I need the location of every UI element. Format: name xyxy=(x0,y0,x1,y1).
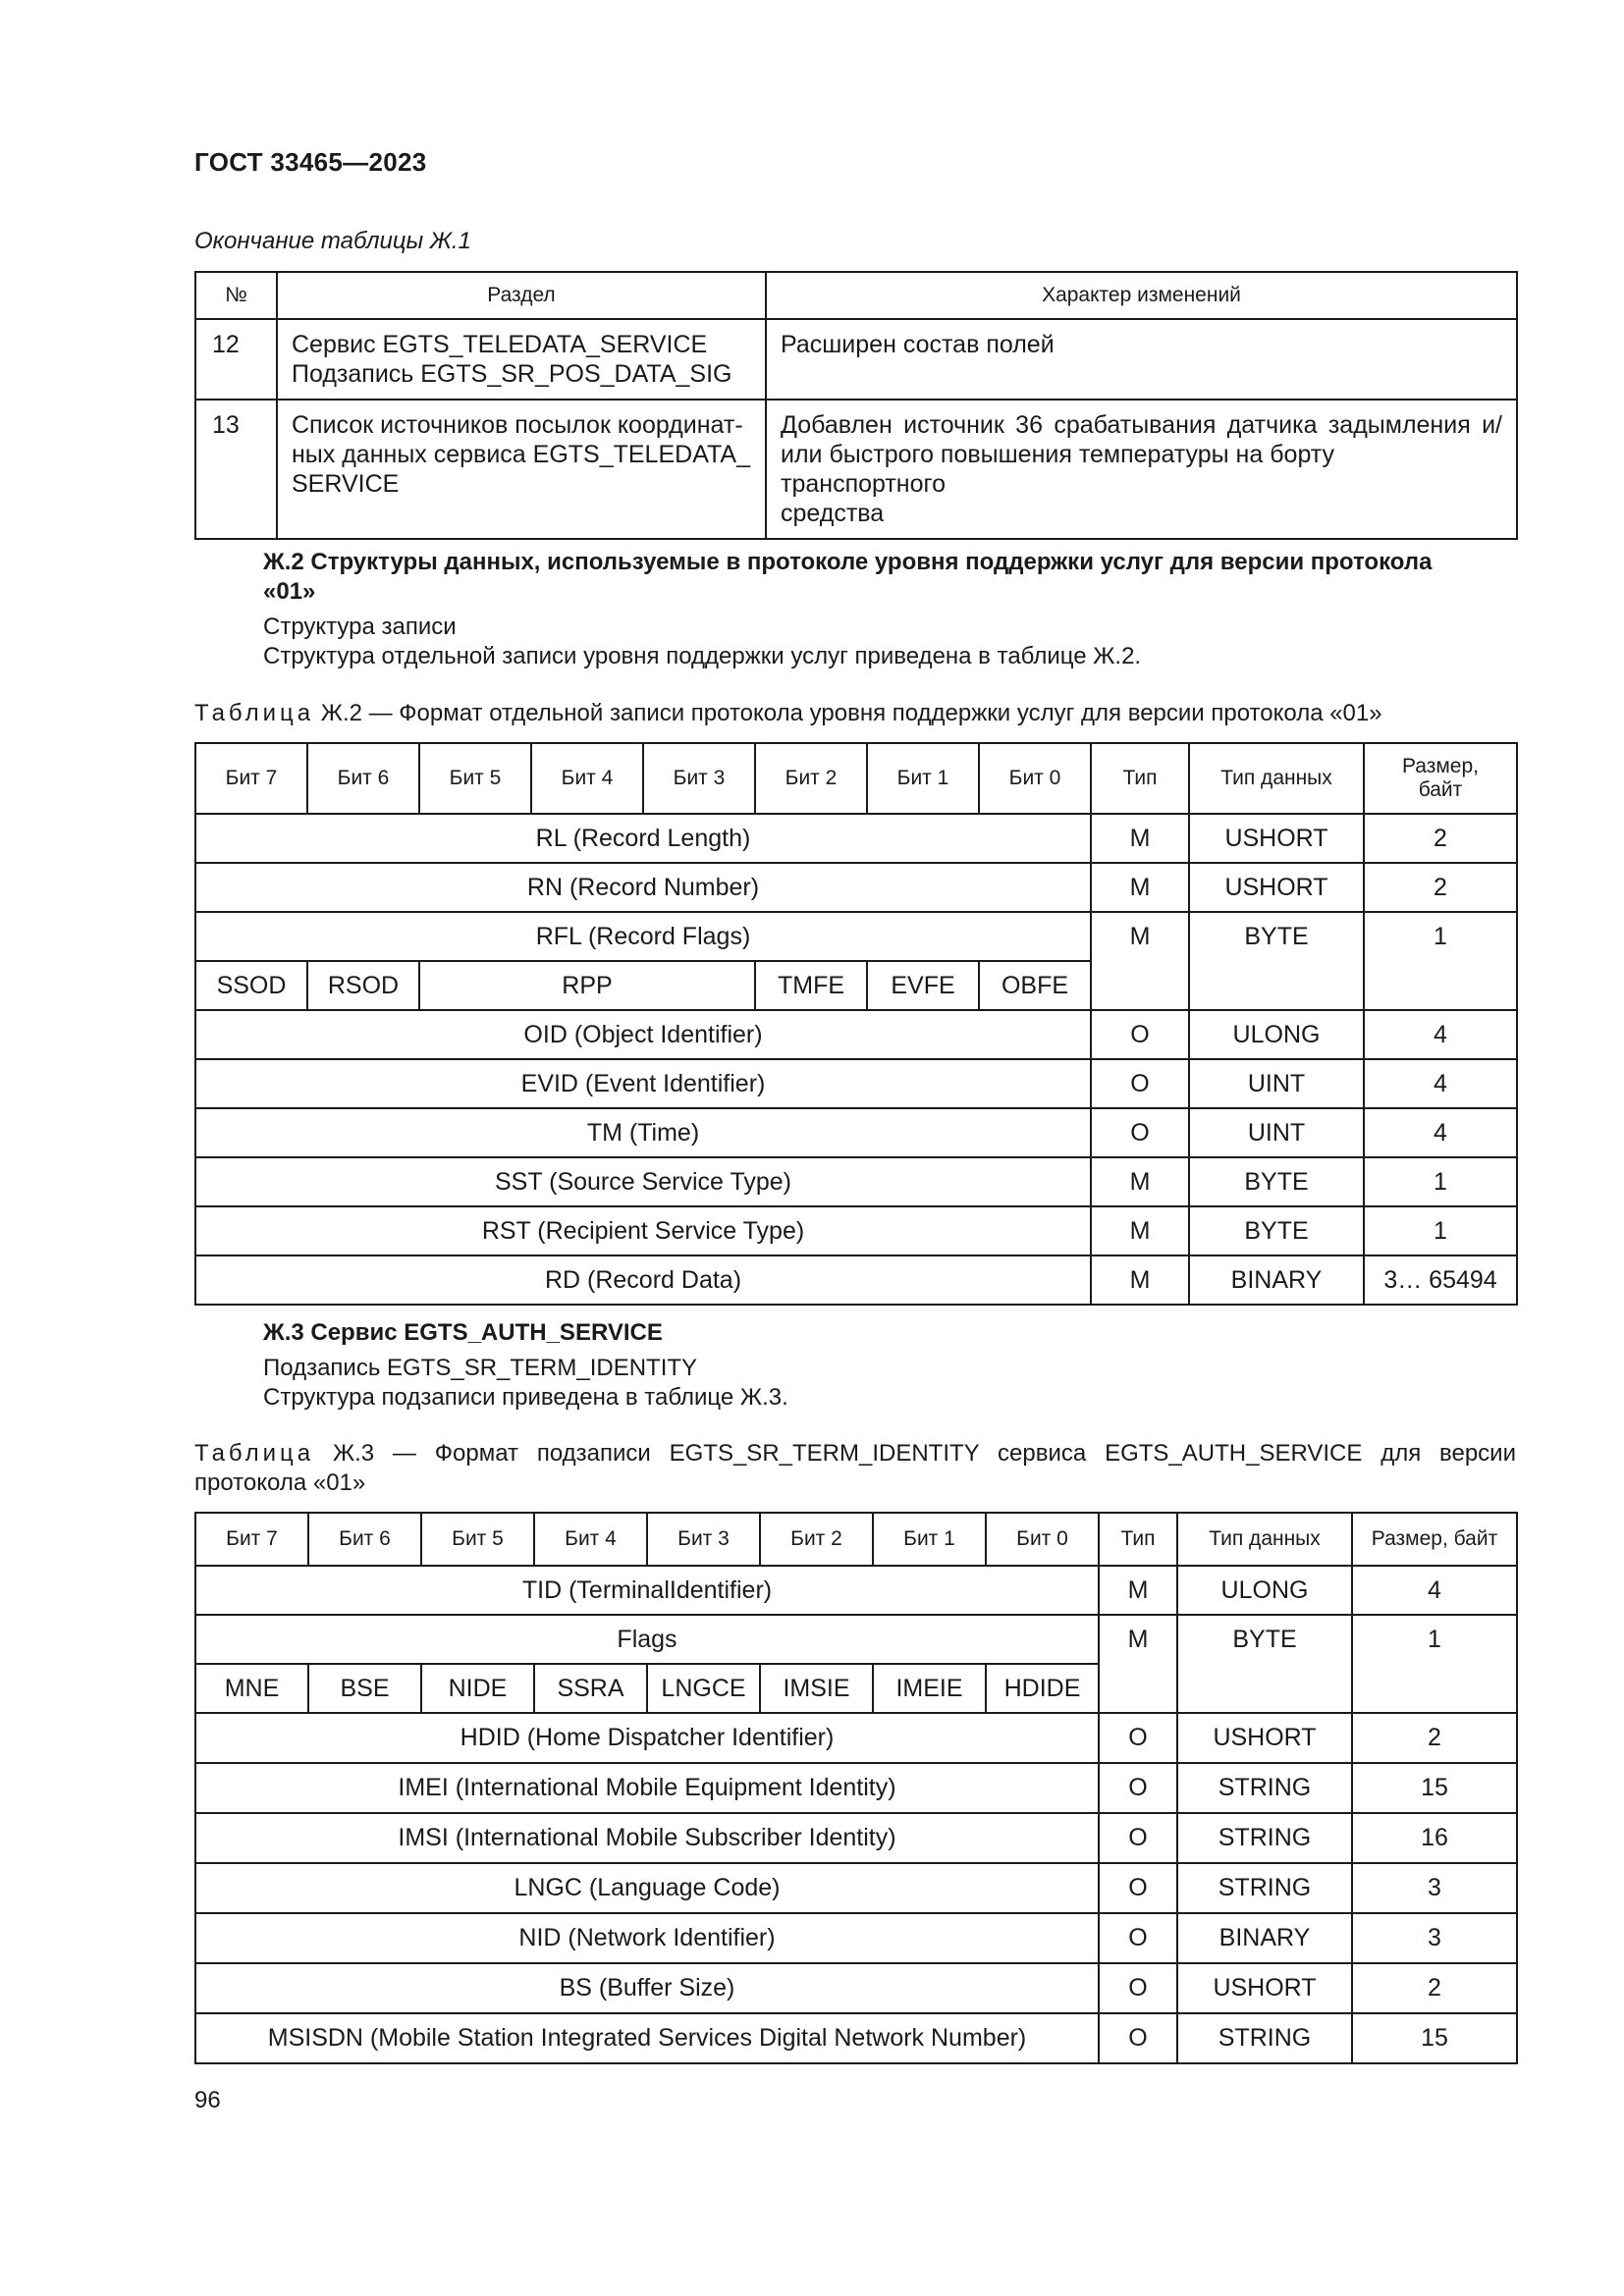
header-bit: Бит 3 xyxy=(643,743,755,814)
field-type: O xyxy=(1099,2013,1177,2063)
table-row xyxy=(195,1108,1517,1157)
field-size: 4 xyxy=(1364,1059,1517,1108)
field-size: 3… 65494 xyxy=(1364,1255,1517,1305)
row-section xyxy=(277,319,766,400)
field-size: 15 xyxy=(1352,1763,1517,1813)
table-row xyxy=(195,912,1517,961)
field-name: IMSI (International Mobile Subscriber Identity) xyxy=(195,1813,1099,1863)
field-data-type: BYTE xyxy=(1189,1157,1364,1206)
field-name: OID (Object Identifier) xyxy=(195,1010,1091,1059)
table-row xyxy=(195,1059,1517,1108)
field-name: TID (TerminalIdentifier) xyxy=(195,1566,1099,1615)
header-bit: Бит 7 xyxy=(195,743,307,814)
section-text: Структура записи xyxy=(263,614,457,640)
table-row xyxy=(195,2013,1517,2063)
text-line: Расширен состав полей xyxy=(781,331,1055,358)
field-type: O xyxy=(1099,1813,1177,1863)
field-size: 2 xyxy=(1352,1963,1517,2013)
field-size: 2 xyxy=(1364,814,1517,863)
row-number: 12 xyxy=(195,319,277,400)
field-type: M xyxy=(1091,1255,1189,1305)
section-text: Подзапись EGTS_SR_TERM_IDENTITY xyxy=(263,1355,698,1381)
flag-bit: EVFE xyxy=(867,961,979,1010)
field-name: RD (Record Data) xyxy=(195,1255,1091,1305)
field-data-type: STRING xyxy=(1177,1813,1352,1863)
flag-bit: BSE xyxy=(308,1664,421,1713)
field-size: 2 xyxy=(1352,1713,1517,1763)
field-data-type: BINARY xyxy=(1189,1255,1364,1305)
table-row xyxy=(195,1763,1517,1813)
header-size: Размер, байт xyxy=(1352,1513,1517,1566)
section-zh3 xyxy=(263,1318,1516,1413)
table-row xyxy=(195,1566,1517,1615)
header-bit: Бит 4 xyxy=(531,743,643,814)
field-name: NID (Network Identifier) xyxy=(195,1913,1099,1963)
field-data-type: BYTE xyxy=(1177,1615,1352,1713)
field-name: RST (Recipient Service Type) xyxy=(195,1206,1091,1255)
table-row xyxy=(195,1713,1517,1763)
flag-bit: HDIDE xyxy=(986,1664,1099,1713)
header-bit: Бит 5 xyxy=(419,743,531,814)
caption-text: Ж.3 — Формат подзаписи EGTS_SR_TERM_IDENTITY сервиса EGTS_AUTH_SERVICE для версии xyxy=(332,1440,1516,1467)
table-row xyxy=(195,1863,1517,1913)
header-bit: Бит 0 xyxy=(986,1513,1099,1566)
table3-header-row xyxy=(195,1513,1517,1566)
field-type: M xyxy=(1091,814,1189,863)
field-data-type: UINT xyxy=(1189,1108,1364,1157)
field-type: O xyxy=(1099,1913,1177,1963)
field-data-type: ULONG xyxy=(1189,1010,1364,1059)
field-type: M xyxy=(1091,863,1189,912)
table2-caption xyxy=(194,699,1382,728)
field-name: HDID (Home Dispatcher Identifier) xyxy=(195,1713,1099,1763)
header-bit: Бит 3 xyxy=(647,1513,760,1566)
field-size: 1 xyxy=(1364,1157,1517,1206)
field-data-type: UINT xyxy=(1189,1059,1364,1108)
caption-label: Таблица xyxy=(194,1440,315,1467)
text-line: Список источников посылок координат- xyxy=(292,411,743,439)
header-bit: Бит 2 xyxy=(760,1513,873,1566)
field-name: SST (Source Service Type) xyxy=(195,1157,1091,1206)
field-size: 2 xyxy=(1364,863,1517,912)
flag-bit: MNE xyxy=(195,1664,308,1713)
field-data-type: USHORT xyxy=(1189,814,1364,863)
table-row xyxy=(195,1206,1517,1255)
header-bit: Бит 5 xyxy=(421,1513,534,1566)
caption-line: протокола «01» xyxy=(194,1469,366,1496)
flag-bit: RPP xyxy=(419,961,755,1010)
field-name: IMEI (International Mobile Equipment Identity) xyxy=(195,1763,1099,1813)
field-name: Flags xyxy=(195,1615,1099,1664)
flag-bit: LNGCE xyxy=(647,1664,760,1713)
field-size: 4 xyxy=(1352,1566,1517,1615)
field-size: 3 xyxy=(1352,1863,1517,1913)
field-size: 1 xyxy=(1352,1615,1517,1713)
field-data-type: ULONG xyxy=(1177,1566,1352,1615)
header-bit: Бит 1 xyxy=(867,743,979,814)
document-header: ГОСТ 33465—2023 xyxy=(194,147,427,177)
field-name: EVID (Event Identifier) xyxy=(195,1059,1091,1108)
table-row xyxy=(195,1615,1517,1664)
field-type: O xyxy=(1099,1863,1177,1913)
table1-col-num: № xyxy=(195,272,277,319)
header-size-line: байт xyxy=(1418,778,1463,801)
row-change xyxy=(766,400,1517,539)
field-type: M xyxy=(1099,1615,1177,1713)
table-row xyxy=(195,1913,1517,1963)
table-row xyxy=(195,1963,1517,2013)
caption-text: Ж.2 — Формат отдельной записи протокола уровня поддержки услуг для версии протокола «01» xyxy=(320,700,1382,726)
caption-label: Таблица xyxy=(194,700,315,726)
field-type: O xyxy=(1091,1059,1189,1108)
table-zh3 xyxy=(194,1512,1518,2064)
table-row xyxy=(195,814,1517,863)
field-type: M xyxy=(1091,1157,1189,1206)
header-bit: Бит 0 xyxy=(979,743,1091,814)
flag-bit: OBFE xyxy=(979,961,1091,1010)
field-name: RN (Record Number) xyxy=(195,863,1091,912)
flag-bit: IMEIE xyxy=(873,1664,986,1713)
field-name: MSISDN (Mobile Station Integrated Services Digital Network Number) xyxy=(195,2013,1099,2063)
text-line: SERVICE xyxy=(292,470,400,498)
header-bit: Бит 4 xyxy=(534,1513,647,1566)
section-zh2 xyxy=(263,548,1516,671)
field-data-type: STRING xyxy=(1177,1863,1352,1913)
table-row xyxy=(195,1157,1517,1206)
header-bit: Бит 6 xyxy=(308,1513,421,1566)
flag-bit: SSRA xyxy=(534,1664,647,1713)
table-row xyxy=(195,319,1517,400)
header-bit: Бит 2 xyxy=(755,743,867,814)
flag-bit: TMFE xyxy=(755,961,867,1010)
table1-col-change: Характер изменений xyxy=(766,272,1517,319)
field-name: RL (Record Length) xyxy=(195,814,1091,863)
header-bit: Бит 7 xyxy=(195,1513,308,1566)
field-type: M xyxy=(1099,1566,1177,1615)
table2-header-row xyxy=(195,743,1517,814)
text-line: средства xyxy=(781,500,885,527)
field-data-type: USHORT xyxy=(1177,1963,1352,2013)
table-zh2 xyxy=(194,742,1518,1306)
page-number: 96 xyxy=(194,2087,221,2113)
table-row xyxy=(195,863,1517,912)
table-row xyxy=(195,1813,1517,1863)
field-name: BS (Buffer Size) xyxy=(195,1963,1099,2013)
field-name: RFL (Record Flags) xyxy=(195,912,1091,961)
table-row xyxy=(195,1255,1517,1305)
field-type: M xyxy=(1091,1206,1189,1255)
flag-bit: NIDE xyxy=(421,1664,534,1713)
field-data-type: BYTE xyxy=(1189,1206,1364,1255)
section-heading: Ж.2 Структуры данных, используемые в протоколе уровня поддержки услуг для версии протокола xyxy=(263,549,1433,575)
text-line: Добавлен источник 36 срабатывания датчика задымления и/ xyxy=(781,411,1502,439)
text-line: Подзапись EGTS_SR_POS_DATA_SIG xyxy=(292,360,732,388)
table3-caption xyxy=(194,1439,1516,1498)
field-data-type: BYTE xyxy=(1189,912,1364,1010)
field-data-type: USHORT xyxy=(1189,863,1364,912)
field-type: O xyxy=(1099,1763,1177,1813)
field-type: M xyxy=(1091,912,1189,1010)
section-heading-cont: «01» xyxy=(263,578,316,605)
field-type: O xyxy=(1091,1010,1189,1059)
field-size: 3 xyxy=(1352,1913,1517,1963)
field-size: 15 xyxy=(1352,2013,1517,2063)
field-name: TM (Time) xyxy=(195,1108,1091,1157)
table1-header-row xyxy=(195,272,1517,319)
header-data-type: Тип данных xyxy=(1189,743,1364,814)
field-size: 1 xyxy=(1364,912,1517,1010)
table-row xyxy=(195,400,1517,539)
header-type: Тип xyxy=(1099,1513,1177,1566)
header-data-type: Тип данных xyxy=(1177,1513,1352,1566)
field-size: 1 xyxy=(1364,1206,1517,1255)
section-text: Структура подзаписи приведена в таблице Ж.3. xyxy=(263,1384,788,1411)
flag-bit: IMSIE xyxy=(760,1664,873,1713)
text-line: ных данных сервиса EGTS_TELEDATA_ xyxy=(292,441,751,468)
field-size: 16 xyxy=(1352,1813,1517,1863)
caption-line xyxy=(194,1439,1516,1468)
field-name: LNGC (Language Code) xyxy=(195,1863,1099,1913)
header-size xyxy=(1364,743,1517,814)
field-size: 4 xyxy=(1364,1108,1517,1157)
text-line: или быстрого повышения температуры на борту транспортного xyxy=(781,441,1335,498)
field-type: O xyxy=(1099,1963,1177,2013)
flag-bit: RSOD xyxy=(307,961,419,1010)
text-line: Сервис EGTS_TELEDATA_SERVICE xyxy=(292,331,708,358)
table-row xyxy=(195,1010,1517,1059)
row-change xyxy=(766,319,1517,400)
row-number: 13 xyxy=(195,400,277,539)
section-heading: Ж.3 Сервис EGTS_AUTH_SERVICE xyxy=(263,1319,663,1346)
table1-col-section: Раздел xyxy=(277,272,766,319)
header-bit: Бит 1 xyxy=(873,1513,986,1566)
field-data-type: STRING xyxy=(1177,1763,1352,1813)
flag-bit: SSOD xyxy=(195,961,307,1010)
field-data-type: BINARY xyxy=(1177,1913,1352,1963)
row-section xyxy=(277,400,766,539)
header-bit: Бит 6 xyxy=(307,743,419,814)
header-type: Тип xyxy=(1091,743,1189,814)
table1-caption: Окончание таблицы Ж.1 xyxy=(194,228,471,254)
table-zh1 xyxy=(194,271,1518,540)
section-text: Структура отдельной записи уровня поддержки услуг приведена в таблице Ж.2. xyxy=(263,643,1142,669)
field-type: O xyxy=(1091,1108,1189,1157)
header-size-line: Размер, xyxy=(1401,755,1479,777)
field-data-type: STRING xyxy=(1177,2013,1352,2063)
field-size: 4 xyxy=(1364,1010,1517,1059)
field-type: O xyxy=(1099,1713,1177,1763)
field-data-type: USHORT xyxy=(1177,1713,1352,1763)
